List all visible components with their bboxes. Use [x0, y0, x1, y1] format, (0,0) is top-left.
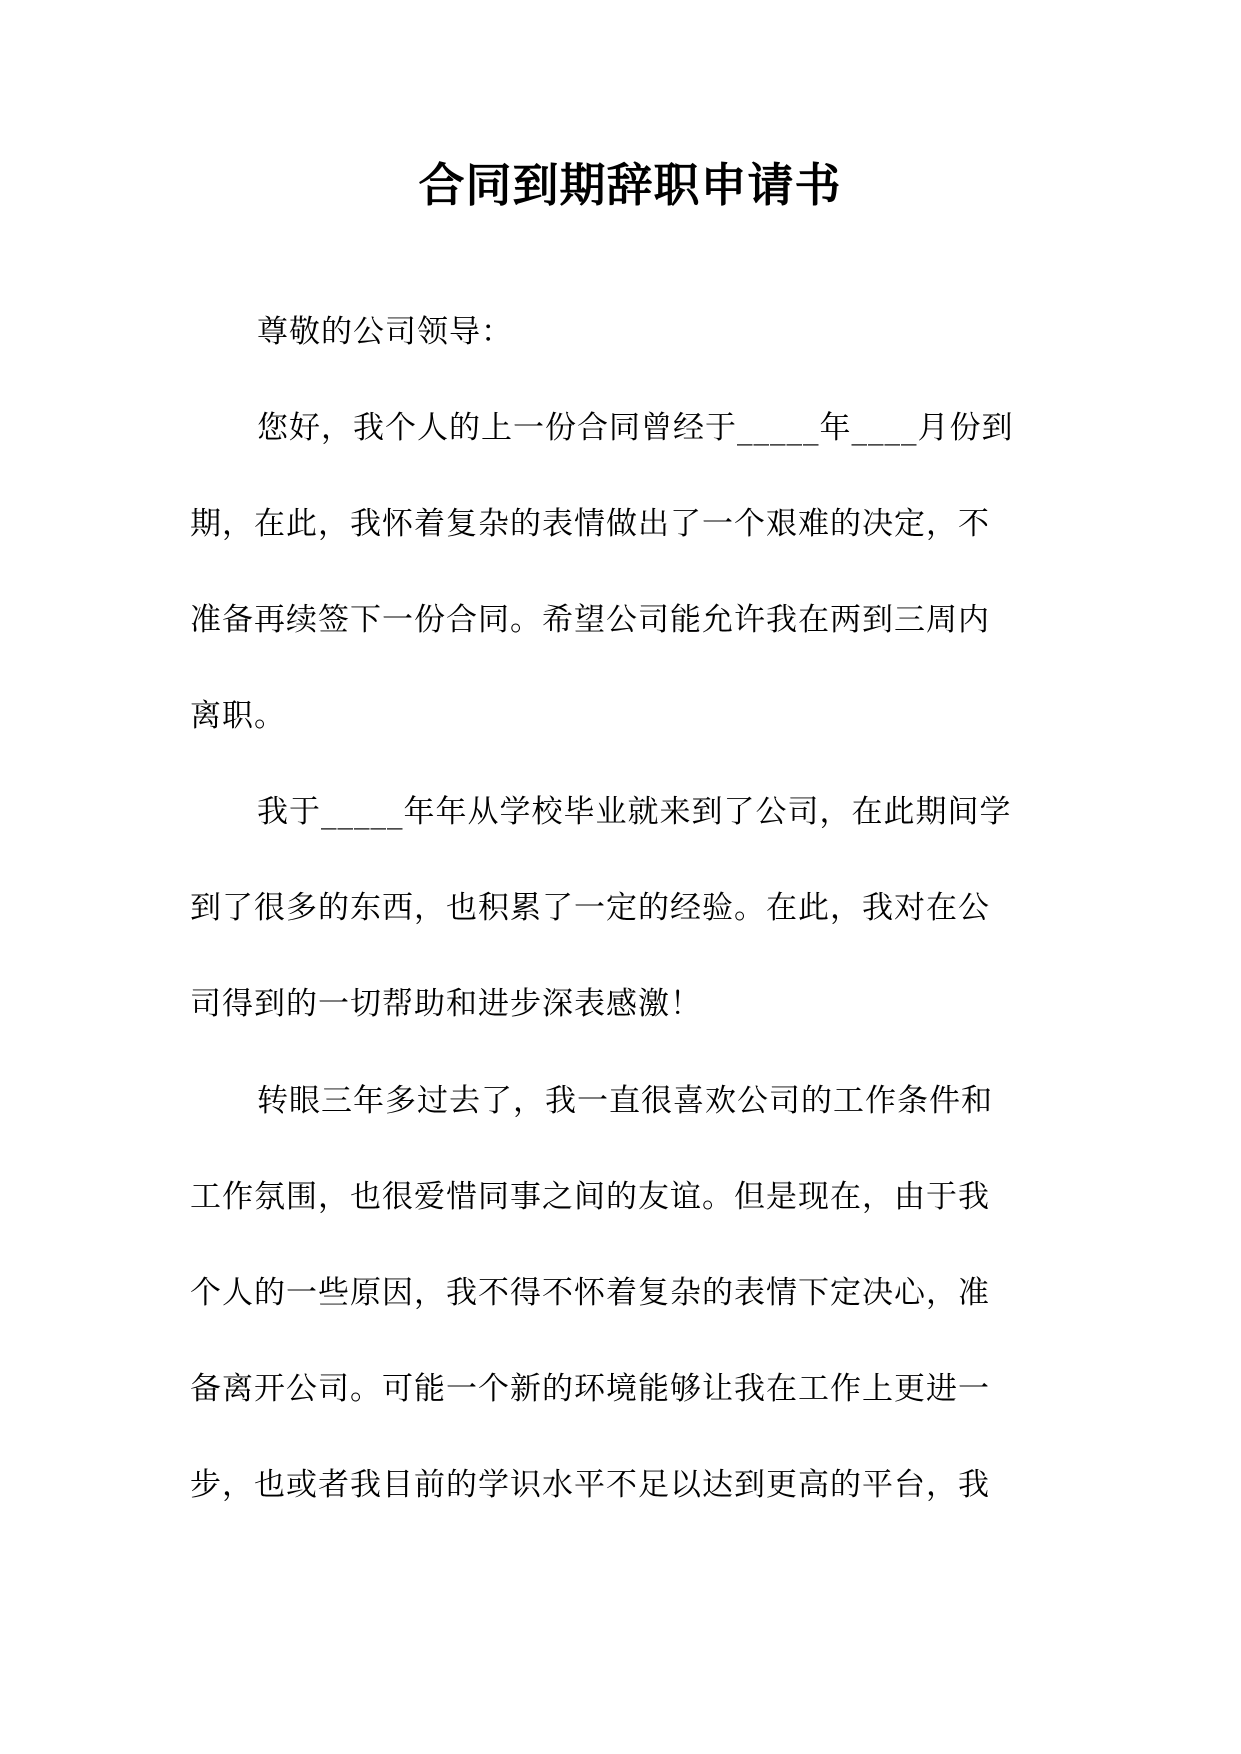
- paragraph-line: 转眼三年多过去了，我一直很喜欢公司的工作条件和: [257, 1083, 993, 1119]
- document-title: 合同到期辞职申请书: [418, 158, 842, 212]
- salutation: 尊敬的公司领导：: [257, 314, 513, 350]
- paragraph-line: 备离开公司。可能一个新的环境能够让我在工作上更进一: [190, 1371, 990, 1407]
- paragraph-line: 步，也或者我目前的学识水平不足以达到更高的平台，我: [190, 1467, 990, 1503]
- paragraph-line: 期，在此，我怀着复杂的表情做出了一个艰难的决定，不: [190, 506, 990, 542]
- paragraph-line: 我于_____年年从学校毕业就来到了公司，在此期间学: [257, 794, 1012, 830]
- paragraph-line: 到了很多的东西，也积累了一定的经验。在此，我对在公: [190, 890, 990, 926]
- paragraph-line: 离职。: [190, 698, 286, 734]
- paragraph-line: 您好，我个人的上一份合同曾经于_____年____月份到: [257, 410, 1014, 446]
- paragraph-line: 工作氛围，也很爱惜同事之间的友谊。但是现在，由于我: [190, 1179, 990, 1215]
- paragraph-line: 准备再续签下一份合同。希望公司能允许我在两到三周内: [190, 602, 990, 638]
- paragraph-line: 个人的一些原因，我不得不怀着复杂的表情下定决心，准: [190, 1275, 990, 1311]
- paragraph-line: 司得到的一切帮助和进步深表感激！: [190, 986, 702, 1022]
